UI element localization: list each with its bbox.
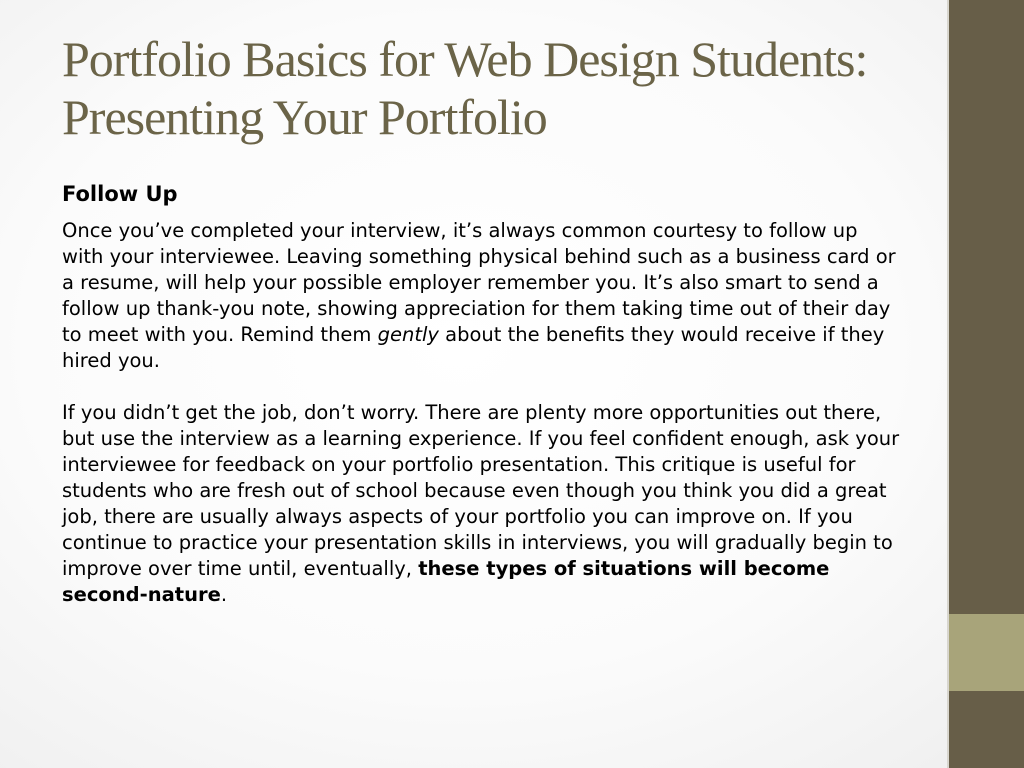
paragraph-follow-up	[62, 218, 902, 374]
paragraph-text: about the benefits they would receive if they hired you.	[62, 323, 885, 372]
paragraph-text: Once you’ve completed your interview, it’s always common courtesy to follow up with your interviewee. Leaving something physical behind such as a business card or a resume, will help your possible employer remember you. It’s also smart to send a follow up thank-you note, showing appreciation for them taking time out of their day to meet with you. Remind them	[62, 219, 896, 346]
sidebar-band	[947, 0, 1024, 768]
slide-body	[62, 180, 902, 608]
slide-title: Portfolio Basics for Web Design Students: Presenting Your Portfolio	[62, 31, 868, 145]
paragraph-rejection	[62, 400, 902, 608]
section-heading: Follow Up	[62, 182, 178, 206]
sidebar-accent-block	[949, 614, 1024, 691]
emphasis-text: gently	[377, 323, 439, 346]
paragraph-text: .	[220, 583, 228, 606]
strong-text: these types of situations will become second-nature	[62, 557, 830, 606]
paragraph-text: If you didn’t get the job, don’t worry. There are plenty more opportunities out there, but use the interview as a learning experience. If you feel confident enough, ask your interviewee for feedback on your portfolio presentation. This critique is useful for students who are fresh out of school because even though you think you did a great job, there are usually always aspects of your portfolio you can improve on. If you continue to practice your presentation skills in interviews, you will gradually begin to improve over time until, eventually,	[62, 401, 900, 580]
